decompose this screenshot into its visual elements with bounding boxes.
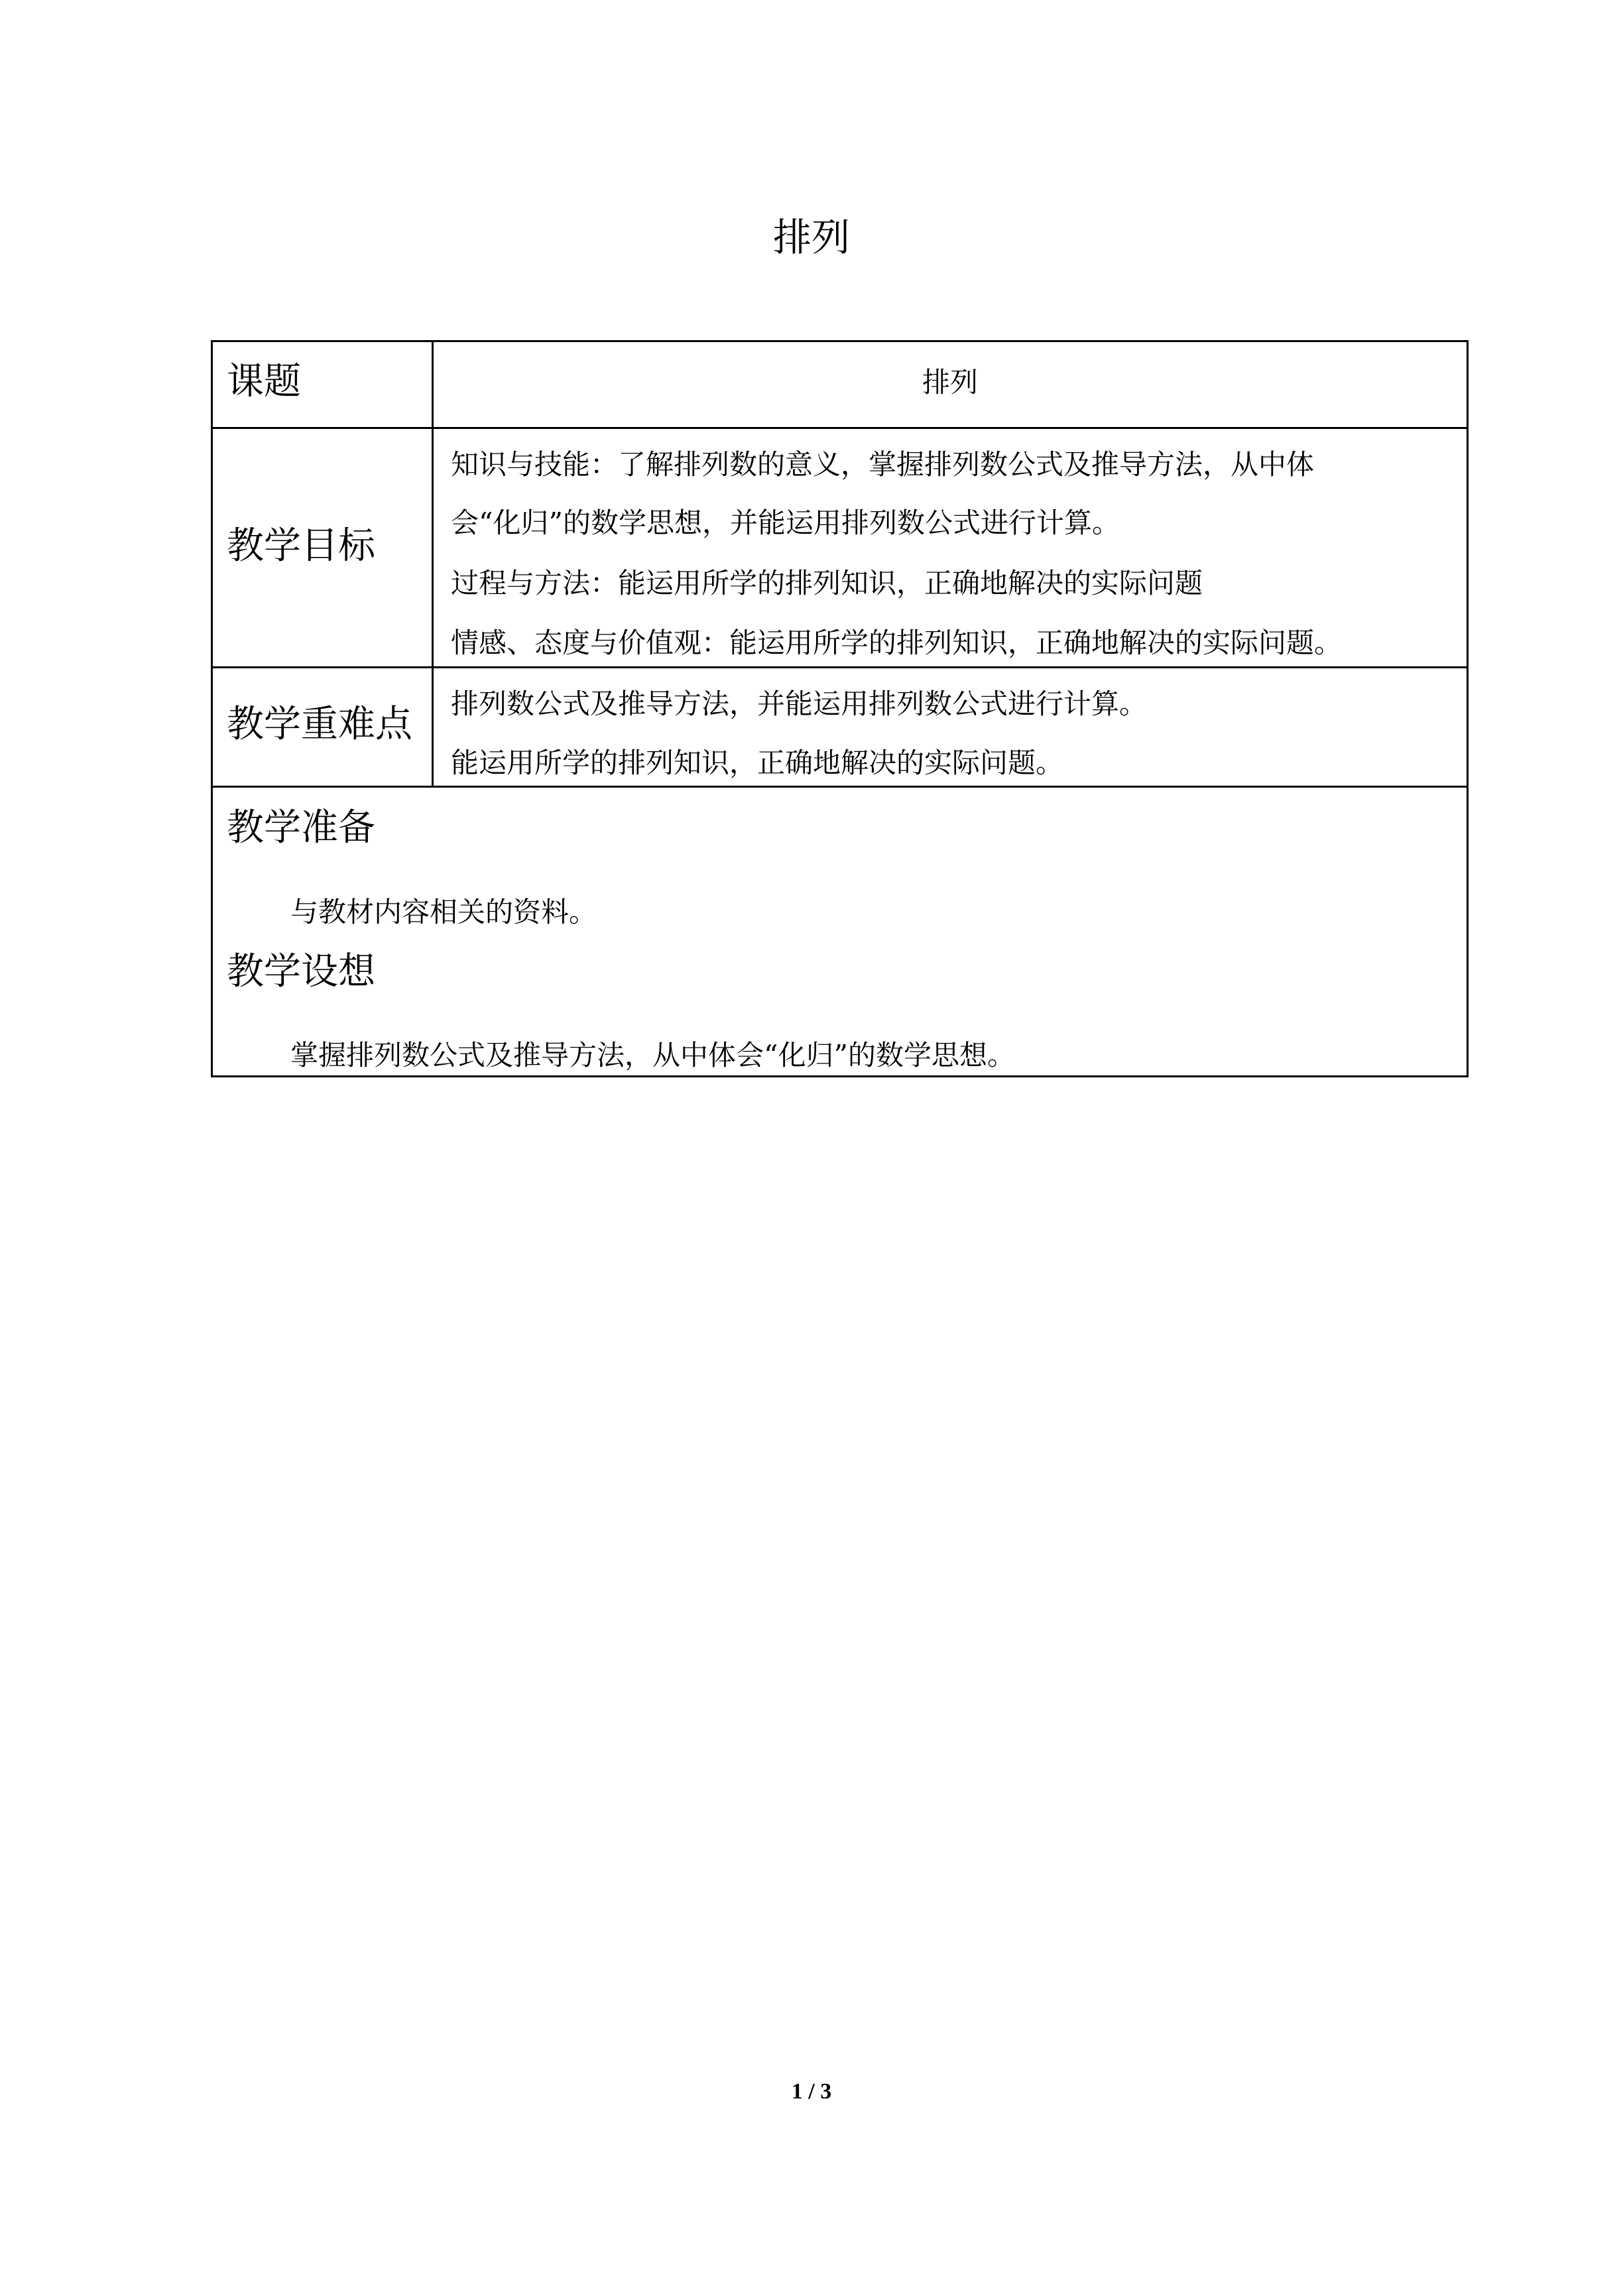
key-points-line-2: 能运用所学的排列知识，正确地解决的实际问题。 <box>451 747 1064 779</box>
page-number: 1 / 3 <box>791 2079 832 2104</box>
goals-line-1: 知识与技能：了解排列数的意义，掌握排列数公式及推导方法，从中体 <box>451 448 1315 481</box>
topic-value: 排列 <box>922 366 978 398</box>
table-border-top <box>211 340 1469 342</box>
goals-label: 教学目标 <box>227 524 375 568</box>
key-points-line-1: 排列数公式及推导方法，并能运用排列数公式进行计算。 <box>451 688 1148 720</box>
goals-line-2: 会“化归”的数学思想，并能运用排列数公式进行计算。 <box>451 507 1120 539</box>
topic-label: 课题 <box>227 360 301 403</box>
table-border-left <box>211 340 213 1077</box>
design-text: 掌握排列数公式及推导方法，从中体会“化归”的数学思想。 <box>290 1039 1015 1071</box>
key-points-label: 教学重难点 <box>227 703 412 746</box>
row-divider-2 <box>211 666 1469 668</box>
table-border-right <box>1467 340 1469 1077</box>
document-title: 排列 <box>772 215 850 260</box>
design-heading: 教学设想 <box>227 950 375 993</box>
column-divider <box>432 340 434 787</box>
row-divider-3 <box>211 786 1469 788</box>
preparation-heading: 教学准备 <box>227 806 375 849</box>
table-border-bottom <box>211 1075 1469 1077</box>
goals-line-4: 情感、态度与价值观：能运用所学的排列知识，正确地解决的实际问题。 <box>451 627 1343 659</box>
goals-line-3: 过程与方法：能运用所学的排列知识，正确地解决的实际问题 <box>451 567 1203 599</box>
preparation-text: 与教材内容相关的资料。 <box>290 896 597 928</box>
row-divider-1 <box>211 427 1469 429</box>
lesson-plan-table <box>211 340 1469 1077</box>
